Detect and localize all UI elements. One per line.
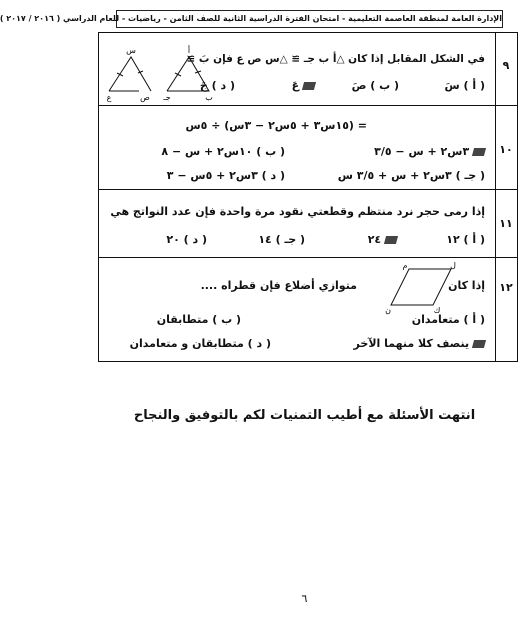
answer-mark-icon [472,148,486,156]
question-11-option-a[interactable]: ( أ ) ١٢ [446,233,485,246]
vertex-label: أ [187,46,191,55]
parallelogram-shape [391,269,451,305]
question-12-option-d[interactable]: ( د ) متطابقان و متعامدان [129,337,271,350]
questions-table [98,32,518,362]
vertex-label: ع [106,93,112,102]
question-11-option-c[interactable]: ( جـ ) ١٤ [258,233,305,246]
question-12-option-b[interactable]: ( ب ) متطابقان [156,313,241,326]
vertex-label: ص [140,93,150,102]
row-divider [99,257,517,258]
answer-mark-icon [472,340,486,348]
page-number: ٦ [301,592,308,605]
triangle-xyz [109,57,151,91]
row-divider [99,189,517,190]
vertex-label: جـ [163,93,171,102]
exam-header: الإدارة العامة لمنطقة العاصمة التعليمية - امتحان الفترة الدراسية الثانية للصف الثامن - رياضيات - للعام الدراسي ( ٢٠١٦ / ٢٠١٧ ) [116,10,503,28]
question-9-number: ٩ [502,59,510,72]
question-12-text-prefix: إذا كان [448,279,485,292]
question-9-option-b[interactable]: ( ب ) صَ [351,79,399,92]
question-10-expression: = (١٥س٣ + ٥س٢ − ٣س) ÷ ٥س [185,119,367,132]
question-9-text: في الشكل المقابل إذا كان △أ ب جـ ≅ △س ص ع فإن بَ ≅ [186,53,485,65]
question-11-number: ١١ [499,217,513,230]
question-11-option-b[interactable]: ٢٤ [368,233,397,246]
question-11-text: إذا رمى حجر نرد منتظم وقطعتي نقود مرة واحدة فإن عدد النواتج هي [110,205,485,218]
question-9-option-c[interactable]: عَ [292,79,315,92]
question-11-option-d[interactable]: ( د ) ٢٠ [166,233,207,246]
question-12-text-suffix: متوازي أضلاع فإن قطراه .... [200,279,357,292]
vertex-label: ك [433,306,441,315]
question-12-number: ١٢ [499,281,513,294]
row-divider [99,105,517,106]
triangle-abc [167,57,209,91]
vertex-label: ب [205,93,213,102]
question-12-option-c[interactable]: ينصف كلا منهما الآخر [354,337,485,350]
question-12-option-a[interactable]: ( أ ) متعامدان [411,313,485,326]
closing-message: انتهت الأسئلة مع أطيب التمنيات لكم بالتوفيق والنجاح [133,408,476,423]
question-9-option-d[interactable]: ( د ) جَ [199,79,235,92]
vertex-label: س [126,46,136,55]
triangles-figure [105,43,215,101]
question-number-column [495,33,517,361]
question-10-option-b[interactable]: ( ب ) ١٠س٢ + س − ٨ [161,145,285,158]
vertex-label: ل [450,261,456,270]
answer-mark-icon [302,82,316,90]
answer-mark-icon [384,236,398,244]
vertex-label: م [402,261,408,270]
vertex-label: ن [385,306,391,315]
question-10-number: ١٠ [499,143,513,156]
question-10-option-a[interactable]: ٣س٢ + س − ٣/٥ [374,145,485,158]
parallelogram-figure [383,261,459,315]
question-10-option-d[interactable]: ( د ) ٣س٢ + ٥س − ٣ [166,169,285,182]
question-10-option-c[interactable]: ( جـ ) ٣س٢ + س + ٣/٥ س [337,169,485,182]
question-9-option-a[interactable]: ( أ ) سَ [444,79,485,92]
